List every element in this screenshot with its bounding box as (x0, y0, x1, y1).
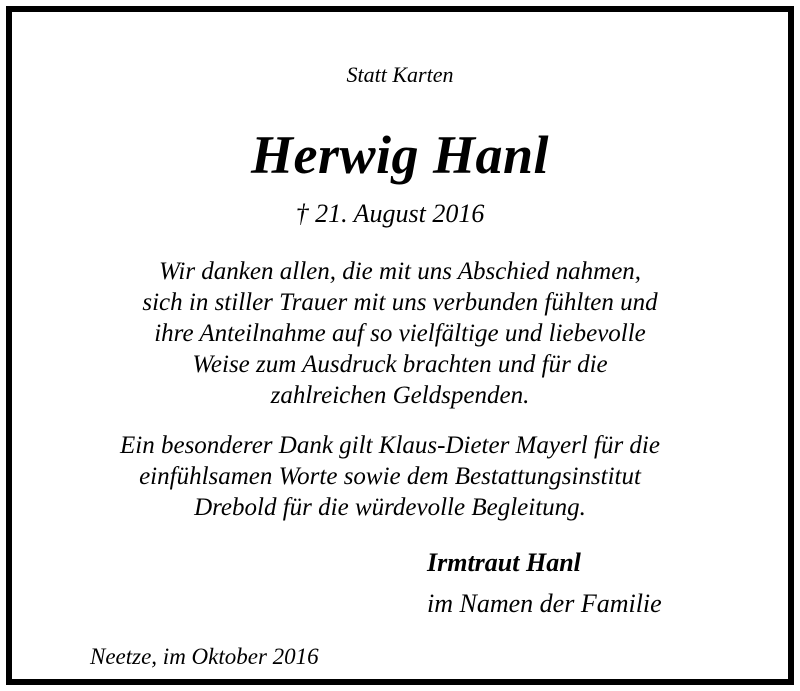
paragraph-line: Ein besonderer Dank gilt Klaus-Dieter Mayerl für die (120, 432, 660, 459)
signer-subline: im Namen der Familie (427, 589, 662, 618)
paragraph-line: sich in stiller Trauer mit uns verbunden fühlten und (142, 289, 658, 316)
signer-name: Irmtraut Hanl (427, 548, 581, 577)
thanks-paragraph (12, 256, 788, 411)
place-date: Neetze, im Oktober 2016 (90, 644, 319, 669)
special-thanks-paragraph (2, 430, 778, 523)
paragraph-line: Drebold für die würdevolle Begleitung. (194, 494, 586, 521)
paragraph-line: einfühlsamen Worte sowie dem Bestattungsinstitut (139, 463, 641, 490)
pretitle: Statt Karten (346, 62, 454, 87)
notice-frame (6, 6, 794, 685)
death-date: † 21. August 2016 (295, 199, 485, 228)
paragraph-line: zahlreichen Geldspenden. (270, 382, 530, 409)
paragraph-line: Weise zum Ausdruck brachten und für die (192, 351, 608, 378)
paragraph-line: Wir danken allen, die mit uns Abschied nahmen, (158, 258, 642, 285)
paragraph-line: ihre Anteilnahme auf so vielfältige und liebevolle (154, 320, 646, 347)
deceased-name: Herwig Hanl (250, 125, 550, 185)
